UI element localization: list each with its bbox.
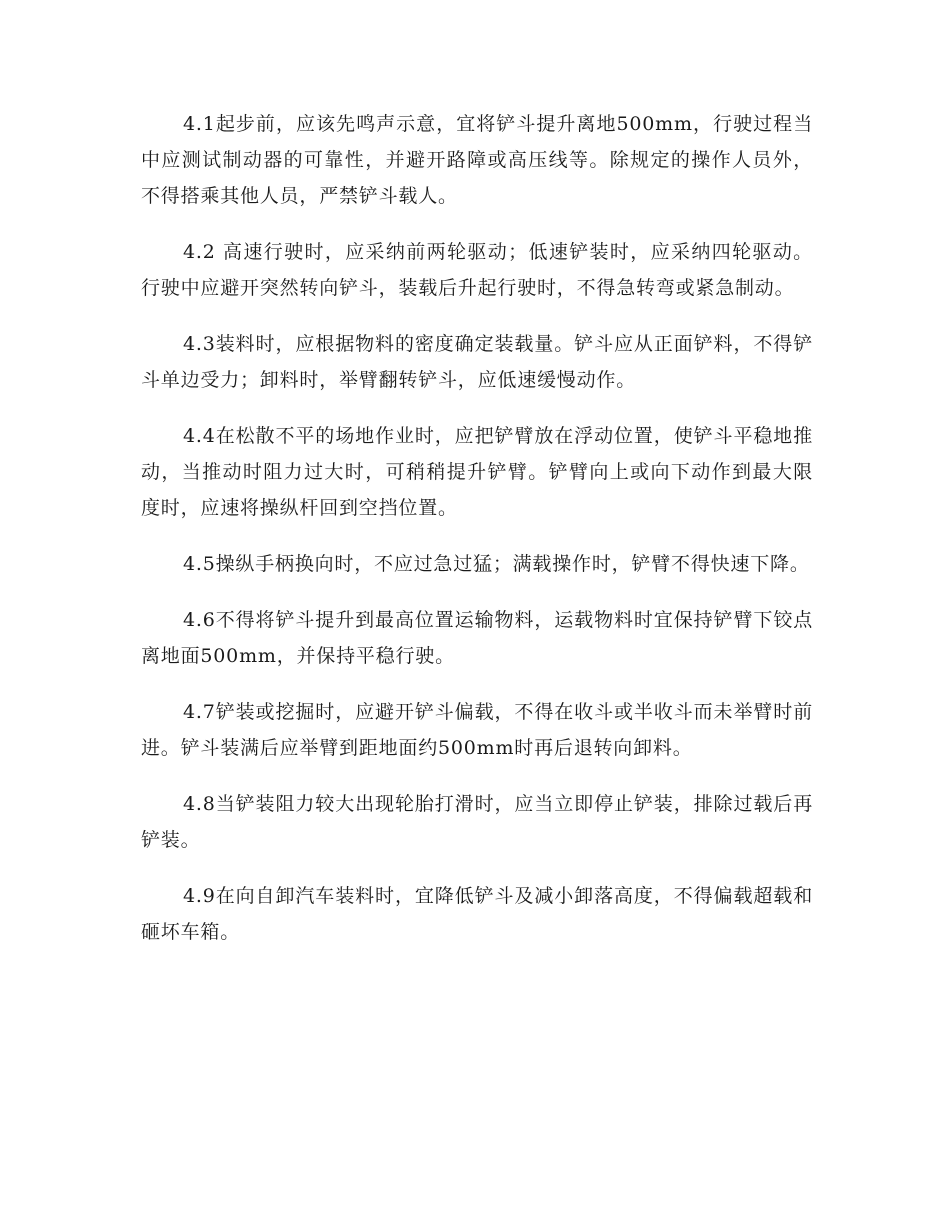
document-body: [141, 106, 813, 970]
paragraph-4-5: 4.5操纵手柄换向时，不应过急过猛；满载操作时，铲臂不得快速下降。: [183, 553, 810, 575]
paragraph-4-6: 4.6不得将铲斗提升到最高位置运输物料，运载物料时宜保持铲臂下铰点离地面500mm，并保持平稳行驶。: [141, 609, 813, 667]
paragraph-4-1: 4.1起步前，应该先鸣声示意，宜将铲斗提升离地500mm，行驶过程当中应测试制动器的可靠性，并避开路障或高压线等。除规定的操作人员外，不得搭乘其他人员，严禁铲斗载人。: [141, 113, 813, 207]
paragraph-4-2: 4.2 高速行驶时，应采纳前两轮驱动；低速铲装时，应采纳四轮驱动。行驶中应避开突然转向铲斗，装载后升起行驶时，不得急转弯或紧急制动。: [141, 241, 813, 299]
paragraph-4-7: 4.7铲装或挖掘时，应避开铲斗偏载，不得在收斗或半收斗而未举臂时前进。铲斗装满后应举臂到距地面约500mm时再后退转向卸料。: [141, 701, 813, 759]
paragraph-4-8: 4.8当铲装阻力较大出现轮胎打滑时，应当立即停止铲装，排除过载后再铲装。: [141, 793, 813, 851]
paragraph-4-9: 4.9在向自卸汽车装料时，宜降低铲斗及减小卸落高度，不得偏载超载和砸坏车箱。: [141, 885, 813, 943]
paragraph-4-4: 4.4在松散不平的场地作业时，应把铲臂放在浮动位置，使铲斗平稳地推动，当推动时阻力过大时，可稍稍提升铲臂。铲臂向上或向下动作到最大限度时，应速将操纵杆回到空挡位置。: [141, 425, 813, 519]
paragraph-4-3: 4.3装料时，应根据物料的密度确定装载量。铲斗应从正面铲料，不得铲斗单边受力；卸料时，举臂翻转铲斗，应低速缓慢动作。: [141, 333, 813, 391]
